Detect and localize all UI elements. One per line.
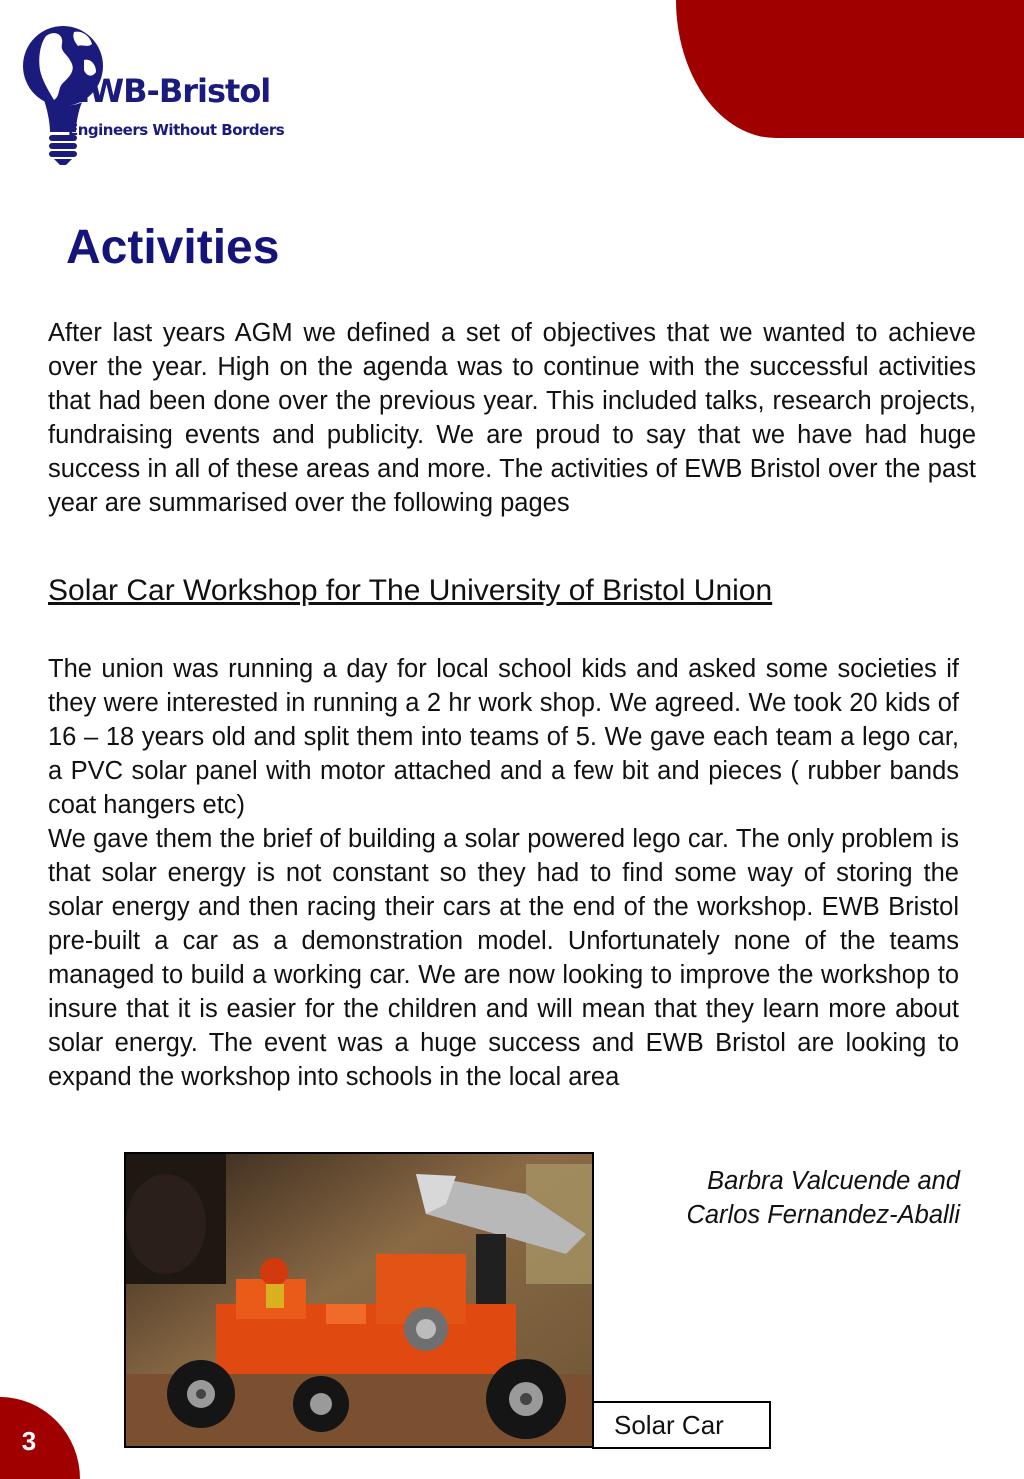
lego-car-illustration — [126, 1154, 592, 1446]
page-number: 3 — [21, 1426, 37, 1456]
solar-car-photo — [124, 1152, 594, 1448]
intro-paragraph: After last years AGM we defined a set of objectives that we wanted to achieve over the year. High on the agenda was to continue with the successful activities that had been done over the previous year. This included talks, research projects, fundraising events and publicity. We are proud to say that we have had huge success in all of these areas and more. The activities of EWB Bristol over the past year are summarised over the following pages — [48, 319, 976, 517]
page-title: Activities — [66, 221, 280, 274]
section-title: Solar Car Workshop for The University of Bristol Union — [48, 574, 773, 607]
section-body — [48, 652, 959, 1094]
authors — [600, 1164, 960, 1232]
logo-tagline: Engineers Without Borders — [68, 121, 285, 139]
logo-name: EWB-Bristol — [68, 72, 271, 110]
photo-caption: Solar Car — [592, 1401, 771, 1449]
corner-decoration-top-right — [676, 0, 1024, 138]
section-paragraph-1: The union was running a day for local school kids and asked some societies if they were interested in running a 2 hr work shop. We agreed. We took 20 kids of 16 – 18 years old and split them into teams of 5. We gave each team a lego car, a PVC solar panel with motor attached and a few bit and pieces ( rubber bands coat hangers etc) — [48, 655, 959, 819]
author-line-1: Barbra Valcuende and — [707, 1167, 960, 1195]
section-paragraph-2: We gave them the brief of building a solar powered lego car. The only problem is that solar energy is not constant so they had to find some way of storing the solar energy and then racing their cars at the end of the workshop. EWB Bristol pre-built a car as a demonstration model. Unfortunately none of the teams managed to build a working car. We are now looking to improve the workshop to insure that it is easier for the children and will mean that they learn more about solar energy. The event was a huge success and EWB Bristol are looking to expand the workshop into schools in the local area — [48, 825, 959, 1091]
author-line-2: Carlos Fernandez-Aballi — [686, 1201, 960, 1229]
ewb-bristol-logo — [18, 14, 308, 168]
